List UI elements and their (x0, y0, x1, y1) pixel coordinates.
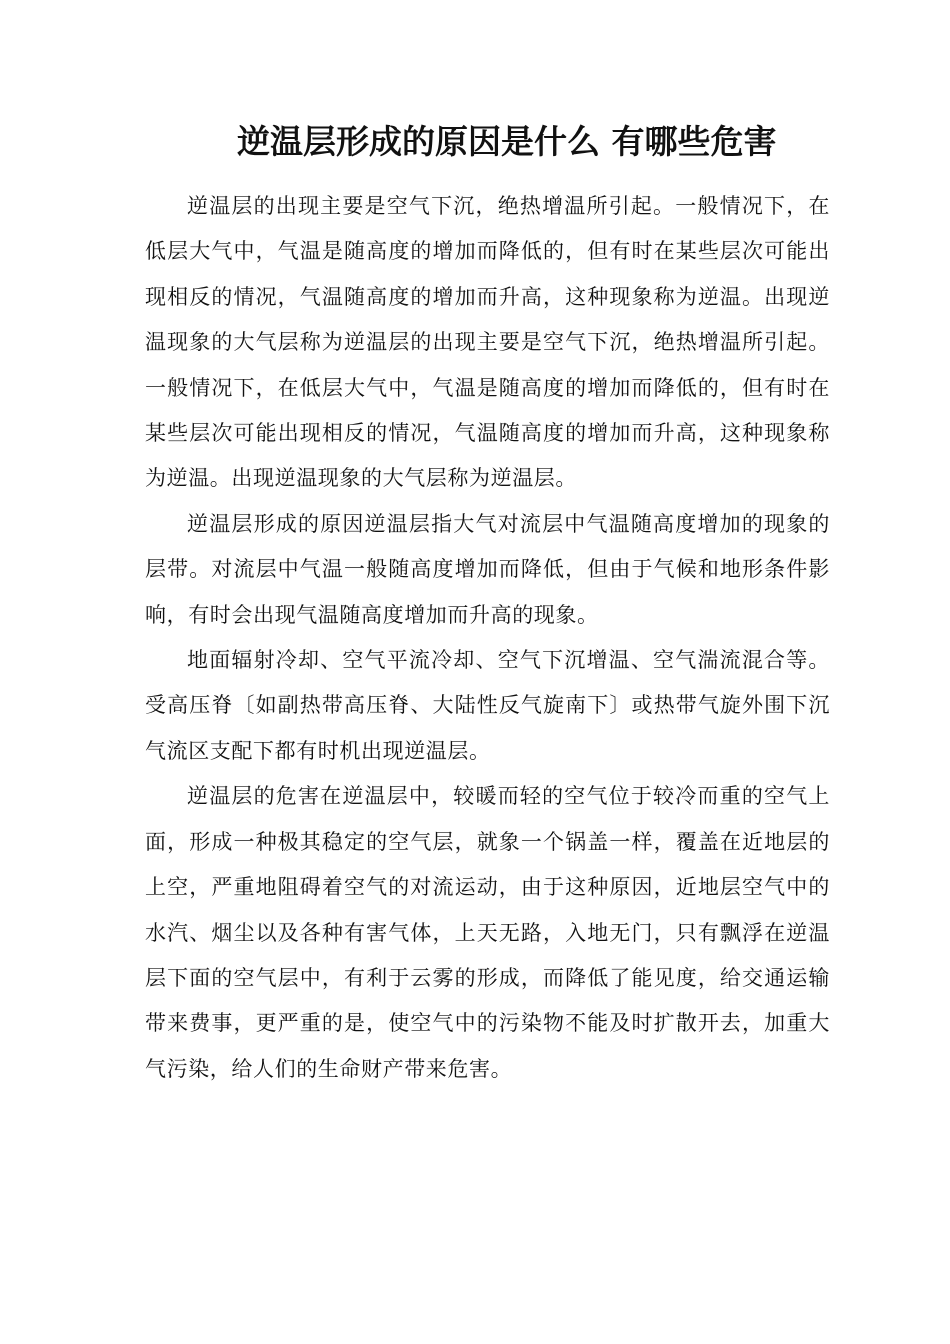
paragraph-1: 逆温层的出现主要是空气下沉，绝热增温所引起。一般情况下，在低层大气中，气温是随高度的增加而降低的，但有时在某些层次可能出现相反的情况，气温随高度的增加而升高，这种现象称为逆温。出现逆温现象的大气层称为逆温层的出现主要是空气下沉，绝热增温所引起。一般情况下，在低层大气中，气温是随高度的增加而降低的，但有时在某些层次可能出现相反的情况，气温随高度的增加而升高，这种现象称为逆温。出现逆温现象的大气层称为逆温层。 (145, 194, 830, 491)
paragraph-3: 地面辐射冷却、空气平流冷却、空气下沉增温、空气湍流混合等。受高压脊〔如副热带高压脊、大陆性反气旋南下〕或热带气旋外围下沉气流区支配下都有时机出现逆温层。 (145, 648, 830, 763)
document-body (145, 184, 830, 1092)
paragraph-4: 逆温层的危害在逆温层中，较暖而轻的空气位于较冷而重的空气上面，形成一种极其稳定的空气层，就象一个锅盖一样，覆盖在近地层的上空，严重地阻碍着空气的对流运动，由于这种原因，近地层空气中的水汽、烟尘以及各种有害气体，上天无路，入地无门，只有飘浮在逆温层下面的空气层中，有利于云雾的形成，而降低了能见度，给交通运输带来费事，更严重的是，使空气中的污染物不能及时扩散开去，加重大气污染，给人们的生命财产带来危害。 (145, 784, 830, 1081)
paragraph-2: 逆温层形成的原因逆温层指大气对流层中气温随高度增加的现象的层带。对流层中气温一般随高度增加而降低，但由于气候和地形条件影响，有时会出现气温随高度增加而升高的现象。 (145, 511, 830, 627)
document-title: 逆温层形成的原因是什么 有哪些危害 (237, 122, 777, 161)
